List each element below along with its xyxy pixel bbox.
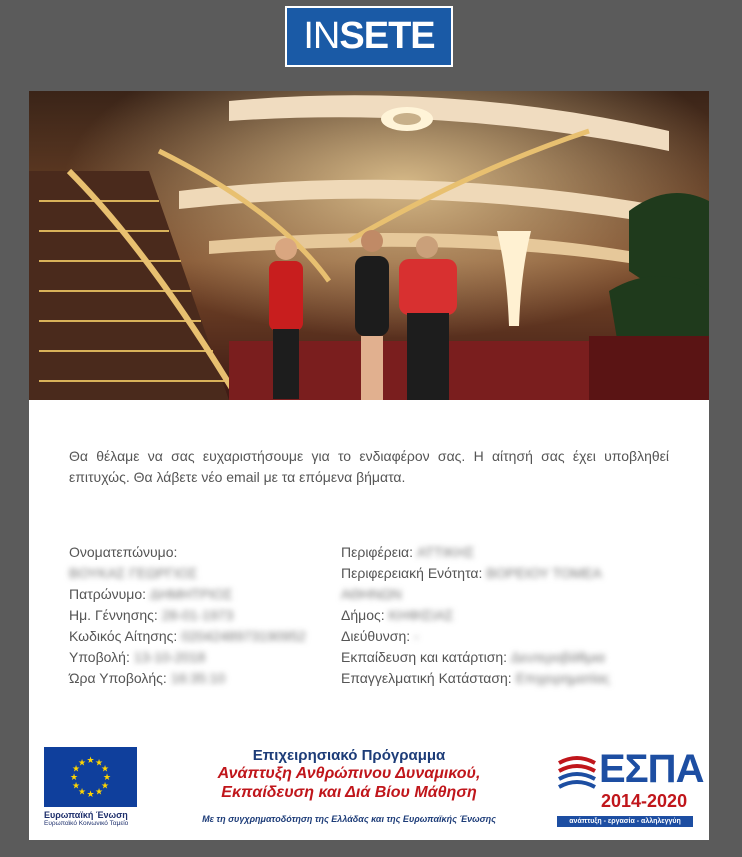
father-row [69,584,339,605]
svg-text:★: ★ [77,758,87,769]
application-code-row [69,626,339,647]
espa-waves-icon [557,753,597,793]
regional-unit-value-1: ΒΟΡΕΙΟΥ ΤΟΜΕΑ [486,565,602,581]
program-line-1: Επιχειρησιακό Πρόγραμμα [252,747,446,764]
education-label: Εκπαίδευση και κατάρτιση: [341,649,508,665]
svg-text:★: ★ [69,773,79,783]
birth-value: 28-01-1973 [161,607,234,623]
father-value: ΔΗΜΗΤΡΙΟΣ [150,586,233,602]
full-name-value: ΒΟΥΚΑΣ ΓΕΩΡΓΙΟΣ [69,565,198,581]
address-label: Διεύθυνση: [341,628,411,644]
logo-text-in: IN [303,15,340,57]
svg-text:★: ★ [77,787,87,798]
submission-label: Υποβολή: [69,649,130,665]
region-value: ΑΤΤΙΚΗΣ [417,544,475,560]
eu-title: Ευρωπαϊκή Ένωση [44,810,128,820]
eu-flag-icon [44,747,137,807]
address-value: - [414,628,419,644]
hero-image [29,91,709,400]
svg-text:★: ★ [100,764,110,775]
education-row [341,647,701,668]
svg-text:★: ★ [86,790,95,800]
intro-message: Θα θέλαμε να σας ευχαριστήσουμε για το ενδιαφέρον σας. Η αίτησή σας έχει υποβληθεί επιτυχώς. Θα λάβετε νέο email με τα επόμενα βήματα. [69,448,669,485]
program-title [169,747,529,824]
applicant-details-right [341,542,701,689]
employment-value: Επιχειρηματίας [515,670,610,686]
regional-unit-row-2 [341,584,701,605]
regional-unit-row [341,563,701,584]
employment-row [341,668,701,689]
regional-unit-value-2: ΑΘΗΝΩΝ [341,586,402,602]
education-value: Δευτεροβάθμια [511,649,605,665]
father-label: Πατρώνυμο: [69,586,147,602]
espa-tagline: ανάπτυξη - εργασία - αλληλεγγύη [557,816,693,827]
eu-logo [44,747,139,827]
full-name-row [69,542,339,563]
application-code-label: Κωδικός Αίτησης: [69,628,178,644]
cofinancing-note: Με τη συγχρηματοδότηση της Ελλάδας και της Ευρωπαϊκής Ένωσης [202,814,496,824]
submission-row [69,647,339,668]
region-row [341,542,701,563]
municipality-row [341,605,701,626]
espa-years: 2014-2020 [601,791,688,811]
espa-wordmark: ΕΣΠΑ [599,747,704,791]
regional-unit-label: Περιφερειακή Ενότητα: [341,565,483,581]
submission-time-value: 16:35:10 [170,670,226,686]
submission-time-label: Ώρα Υποβολής: [69,670,167,686]
submission-value: 13-10-2018 [133,649,206,665]
municipality-value: ΚΗΦΙΣΙΑΣ [388,607,454,623]
email-card [29,91,709,840]
svg-text:★: ★ [102,773,112,783]
svg-text:★: ★ [86,756,95,766]
insete-logo [285,6,453,67]
svg-text:★: ★ [94,758,104,769]
eu-subtitle: Ευρωπαϊκό Κοινωνικό Ταμείο [44,820,129,827]
svg-text:★: ★ [71,764,81,775]
svg-text:★: ★ [94,787,104,798]
svg-text:★: ★ [71,781,81,792]
funding-footer [29,741,709,836]
employment-label: Επαγγελματική Κατάσταση: [341,670,512,686]
applicant-details-left [69,542,339,689]
svg-text:★: ★ [100,781,110,792]
full-name-value-row [69,563,339,584]
logo-text-sete: SETE [339,15,435,57]
birth-label: Ημ. Γέννησης: [69,607,158,623]
submission-time-row [69,668,339,689]
program-line-2: Ανάπτυξη Ανθρώπινου Δυναμικού, [217,765,481,782]
espa-logo [557,747,704,827]
cruise-ship-atrium-photo [29,91,709,400]
program-line-3: Εκπαίδευση και Διά Βίου Μάθηση [221,784,477,801]
address-row [341,626,701,647]
full-name-label: Ονοματεπώνυμο: [69,544,178,560]
region-label: Περιφέρεια: [341,544,414,560]
birth-row [69,605,339,626]
municipality-label: Δήμος: [341,607,385,623]
application-code-value: 0204248973190952 [181,628,306,644]
